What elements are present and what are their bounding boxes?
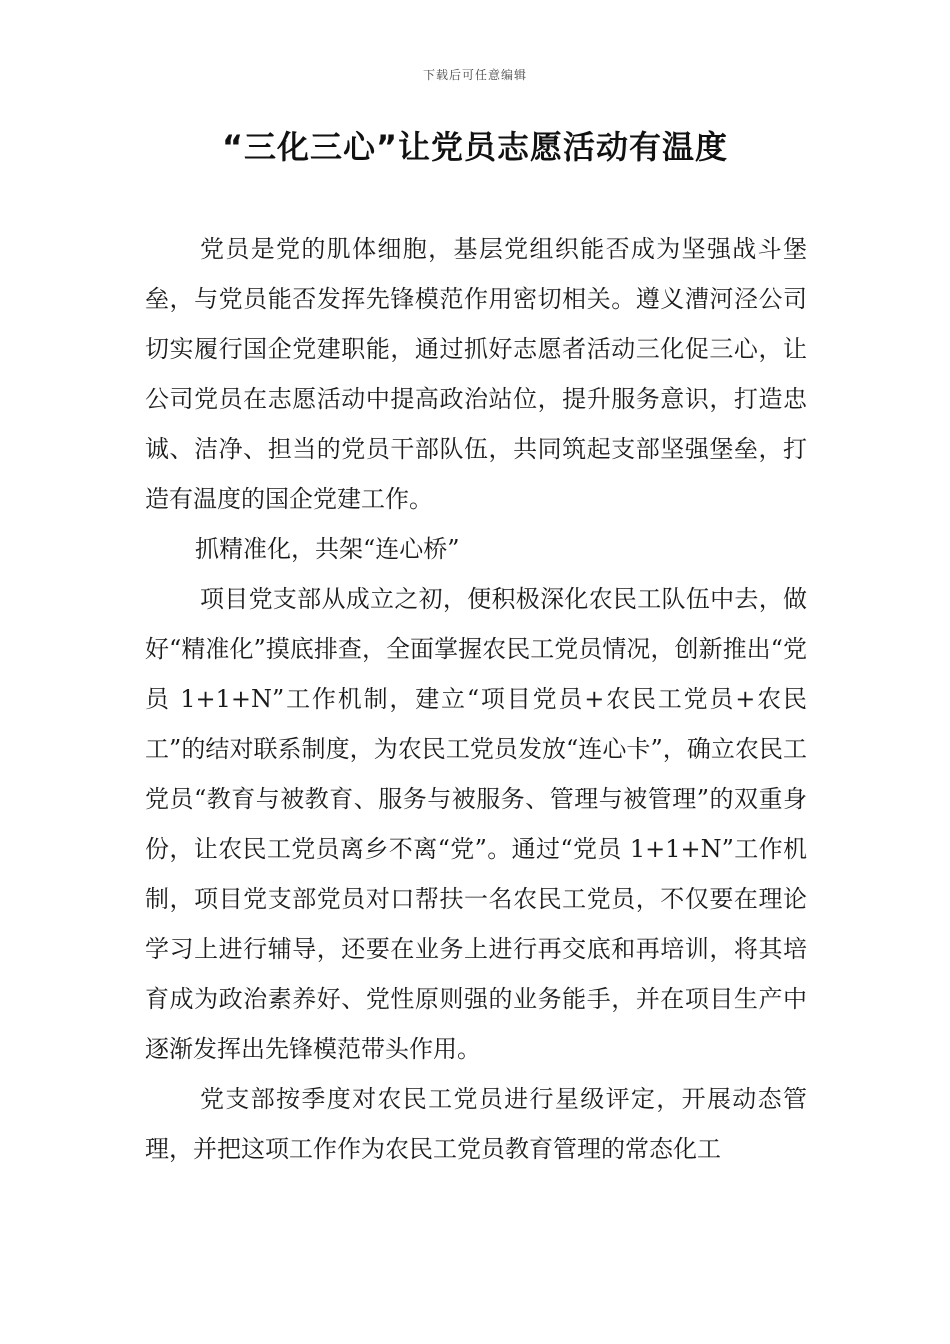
body-paragraph-mechanism: 项目党支部从成立之初，便积极深化农民工队伍中去，做好“精准化”摸底排查，全面掌握农民工党员情况，创新推出“党员 1+1+N”工作机制，建立“项目党员+农民工党员+农民工”的结对联系制度，为农民工党员发放“连心卡”，确立农民工党员“教育与被教育、服务与被服务、管理与被管理”的双重身份，让农民工党员离乡不离“党”。通过“党员 1+1+N”工作机制，项目党支部党员对口帮扶一名农民工党员，不仅要在理论学习上进行辅导，还要在业务上进行再交底和再培训，将其培育成为政治素养好、党性原则强的业务能手，并在项目生产中逐渐发挥出先锋模范带头作用。 [145,585,807,1063]
document-title: “三化三心”让党员志愿活动有温度 [221,128,729,166]
section-heading: 抓精准化，共架“连心桥” [195,535,460,563]
document-body [145,224,807,1174]
body-paragraph-intro: 党员是党的肌体细胞，基层党组织能否成为坚强战斗堡垒，与党员能否发挥先锋模范作用密切相关。遵义漕河泾公司切实履行国企党建职能，通过抓好志愿者活动三化促三心，让公司党员在志愿活动中提高政治站位，提升服务意识，打造忠诚、洁净、担当的党员干部队伍，共同筑起支部坚强堡垒，打造有温度的国企党建工作。 [145,235,807,513]
body-paragraph-evaluation: 党支部按季度对农民工党员进行星级评定，开展动态管理，并把这项工作作为农民工党员教育管理的常态化工 [145,1085,807,1163]
header-note: 下载后可任意编辑 [422,68,527,82]
